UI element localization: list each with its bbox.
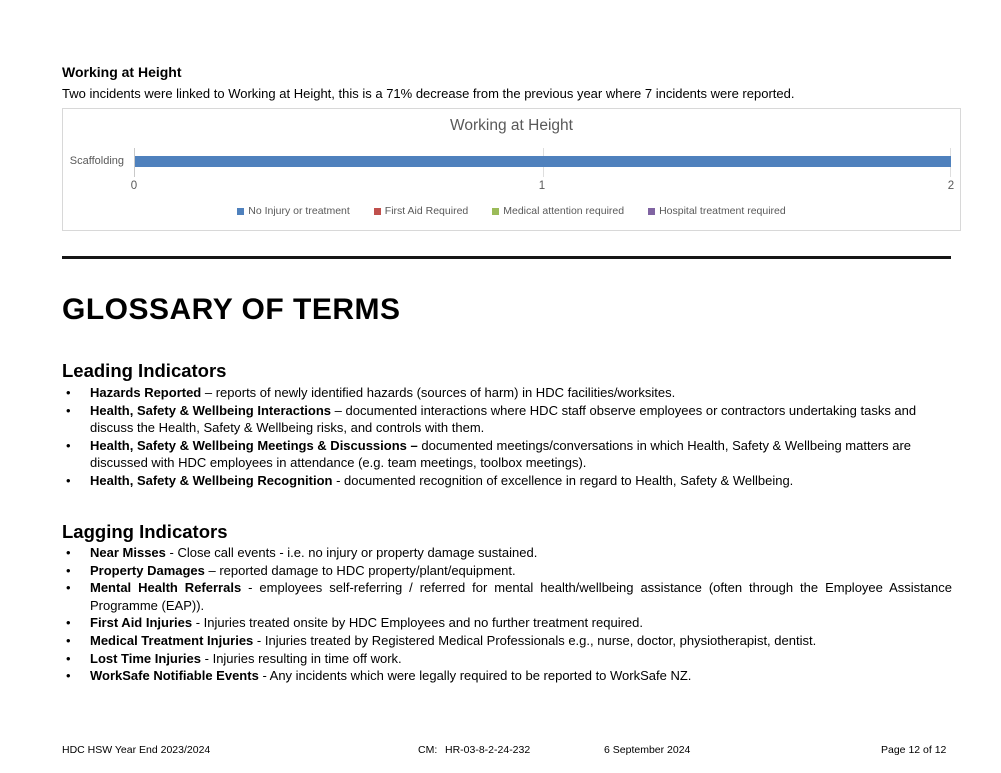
legend-label: Medical attention required <box>503 205 625 217</box>
legend-label: Hospital treatment required <box>659 205 786 217</box>
section-divider <box>62 256 951 259</box>
list-item <box>62 614 952 632</box>
list-item <box>62 437 952 472</box>
glossary-term: Property Damages <box>90 562 205 578</box>
list-item <box>62 632 952 650</box>
glossary-term: Health, Safety & Wellbeing Interactions <box>90 402 332 418</box>
list-item <box>62 472 952 490</box>
list-item <box>62 650 952 668</box>
footer-document-title: HDC HSW Year End 2023/2024 <box>62 744 211 756</box>
x-axis-tick-2: 2 <box>947 180 955 192</box>
glossary-definition: - documented recognition of excellence in regard to Health, Safety & Wellbeing. <box>336 472 794 488</box>
x-axis-tick-1: 1 <box>538 180 546 192</box>
footer-page-number: Page 12 of 12 <box>881 744 947 756</box>
list-item <box>62 562 952 580</box>
glossary-term: Mental Health Referrals <box>90 580 242 596</box>
glossary-term: Hazards Reported <box>90 385 202 400</box>
leading-indicators-list <box>62 384 952 490</box>
lagging-indicators-heading: Lagging Indicators <box>62 521 228 542</box>
glossary-term: Lost Time Injuries <box>90 650 202 666</box>
glossary-term: Health, Safety & Wellbeing Meetings & Discussions – <box>90 437 418 453</box>
list-item <box>62 579 952 614</box>
glossary-term: WorkSafe Notifiable Events <box>90 668 259 684</box>
legend-item-first-aid <box>374 205 468 217</box>
legend-item-medical-attention <box>492 205 624 217</box>
glossary-definition: - Injuries treated onsite by HDC Employees and no further treatment required. <box>195 615 643 631</box>
list-item <box>62 667 952 685</box>
glossary-definition: - employees self-referring / referred for mental health/wellbeing assistance (often through the Employee Assistance Programme (EAP)). <box>90 580 952 613</box>
legend-item-hospital-treatment <box>648 205 786 217</box>
x-axis-tick-0: 0 <box>130 180 138 192</box>
list-item <box>62 384 952 402</box>
legend-color-swatch <box>648 208 655 215</box>
legend-color-swatch <box>237 208 244 215</box>
glossary-definition: documented meetings/conversations in which Health, Safety & Wellbeing matters are discussed with HDC employees in attendance (e.g. team meetings, toolbox meetings). <box>90 437 912 471</box>
legend-label: First Aid Required <box>384 205 469 217</box>
bar-scaffolding-no-injury <box>135 156 951 167</box>
leading-indicators-heading: Leading Indicators <box>62 360 227 381</box>
footer-cm-label: CM: <box>418 744 438 756</box>
footer-cm-reference: HR-03-8-2-24-232 <box>445 744 531 756</box>
chart-plot-area <box>134 148 951 177</box>
glossary-definition: - Injuries treated by Registered Medical Professionals e.g., nurse, doctor, physiotherapist, dentist. <box>256 632 817 648</box>
glossary-definition: – documented interactions where HDC staff observe employees or contractors undertaking tasks and discuss the Health, Safety & Wellbeing risks, and controls with them. <box>90 402 917 436</box>
list-item <box>62 544 952 562</box>
glossary-definition: – reports of newly identified hazards (sources of harm) in HDC facilities/worksites. <box>204 385 676 400</box>
working-at-height-chart <box>62 108 961 231</box>
legend-label: No Injury or treatment <box>248 205 350 217</box>
lagging-indicators-list <box>62 544 952 685</box>
chart-title: Working at Height <box>450 117 573 134</box>
glossary-term: Medical Treatment Injuries <box>90 632 254 648</box>
glossary-definition: - Close call events - i.e. no injury or property damage sustained. <box>169 545 538 560</box>
glossary-term: Near Misses <box>90 545 166 560</box>
glossary-definition: - Any incidents which were legally required to be reported to WorkSafe NZ. <box>262 668 692 684</box>
legend-color-swatch <box>374 208 381 215</box>
section-paragraph: Two incidents were linked to Working at Height, this is a 71% decrease from the previous year where 7 incidents were reported. <box>62 86 795 101</box>
section-heading: Working at Height <box>62 64 182 80</box>
glossary-term: Health, Safety & Wellbeing Recognition <box>90 472 333 488</box>
list-item <box>62 402 952 437</box>
glossary-title: GLOSSARY OF TERMS <box>62 293 401 326</box>
glossary-definition: – reported damage to HDC property/plant/equipment. <box>208 562 516 578</box>
legend-color-swatch <box>492 208 499 215</box>
chart-legend <box>63 205 960 217</box>
glossary-term: First Aid Injuries <box>90 615 193 631</box>
legend-item-no-injury <box>237 205 350 217</box>
footer-date: 6 September 2024 <box>604 744 691 756</box>
glossary-definition: - Injuries resulting in time off work. <box>204 650 402 666</box>
y-axis-category-label: Scaffolding <box>69 155 124 167</box>
